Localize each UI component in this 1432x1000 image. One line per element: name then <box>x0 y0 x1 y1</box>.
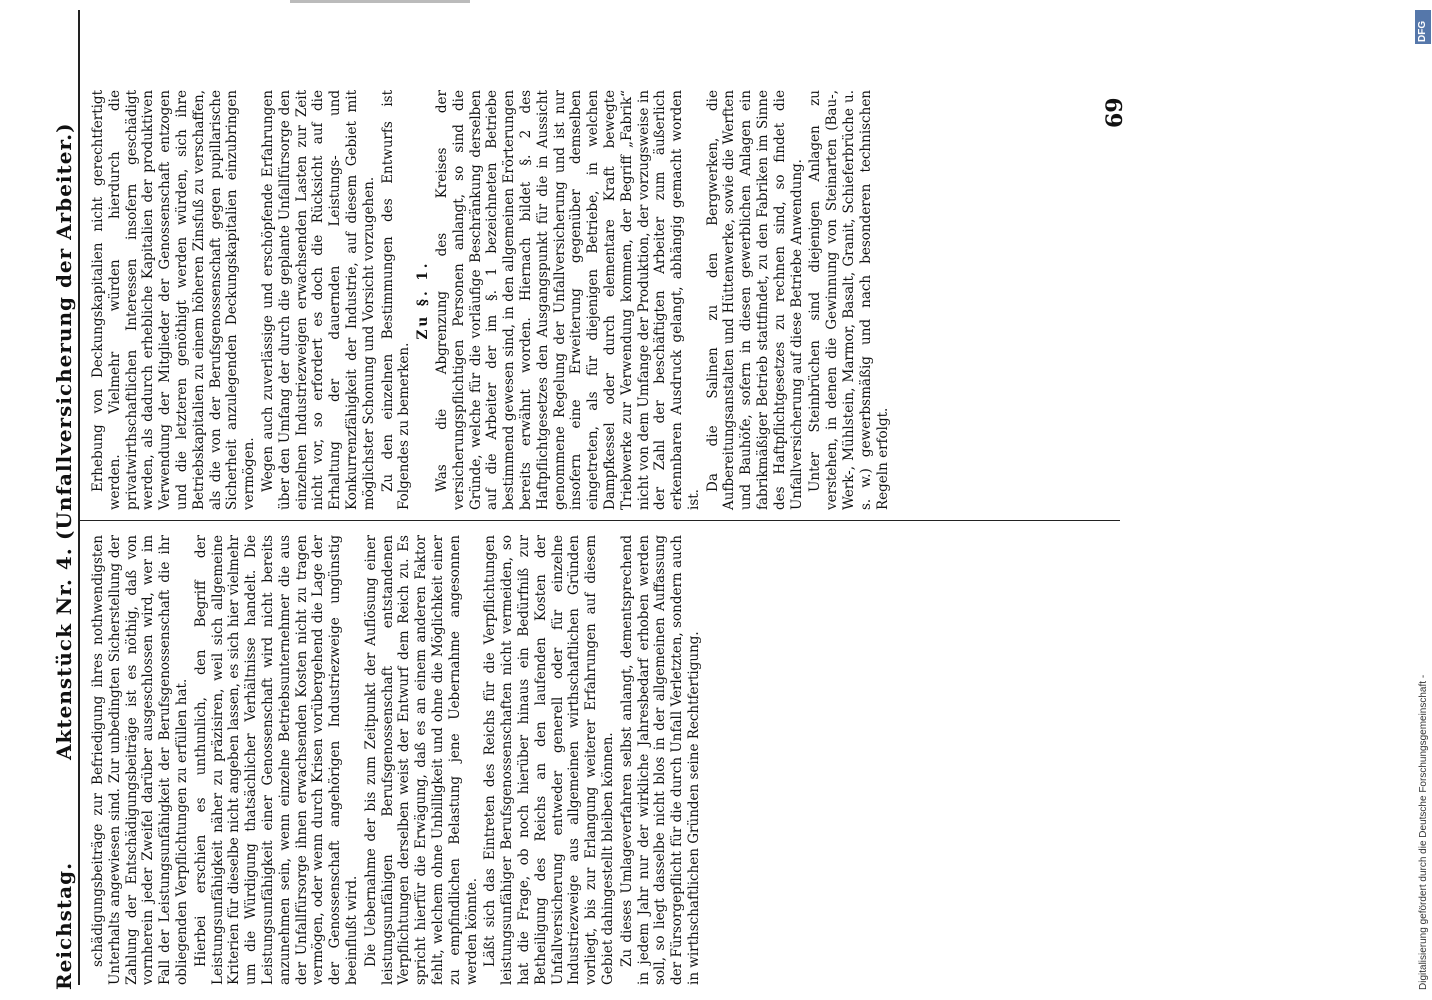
paragraph: Was die Abgrenzung des Kreises der versicherungspflichtigen Personen anlangt, so sind die Gründe, welche für die vorläufige Beschränkung derselben auf die Arbeiter der im §. 1 bezeichneten Betriebe bestimmend gewesen sind, in den allgemeinen Erörterungen bereits erwähnt worden. Hiernach bildet §. 2 des Haftpflichtgesetzes den Ausgangspunkt für die in Aussicht genommene Regelung der Unfallversicherung und ist nur insofern eine Erweiterung gegenüber demselben eingetreten, als für diejenigen Betriebe, in welchen Dampfkessel oder durch elementare Kraft bewegte Triebwerke zur Verwendung kommen, der Begriff „Fabrik“ nicht von dem Umfange der Produktion, der vorzugsweise in der Zahl der beschäftigten Arbeiter zum äußerlich erkennbaren Ausdruck gelangt, abhängig gemacht worden ist. <box>433 90 702 510</box>
scan-artifact <box>290 0 470 3</box>
paragraph: Da die Salinen zu den Bergwerken, die Aufbereitungsanstalten und Hüttenwerke, sowie die Werften und Bauhöfe, sofern in diesen gewerblichen Anlagen ein fabrikmäßiger Betrieb stattfindet, zu den Fabriken im Sinne des Haftpflichtgesetzes zu rechnen sind, so findet die Unfallversicherung auf diese Betriebe Anwendung. <box>704 90 805 510</box>
paragraph: Unter Steinbrüchen sind diejenigen Anlagen zu verstehen, in denen die Gewinnung von Steinarten (Bau-, Werk-, Mühlstein, Marmor, Basalt, Granit, Schieferbrüche u. s. w.) gewerbsmäßig und nach besonderen technischen Regeln erfolgt. <box>807 90 891 510</box>
paragraph: Wegen auch zuverlässige und erschöpfende Erfahrungen über den Umfang der durch die geplante Unfallfürsorge den einzelnen Industriezweigen erwachsenden Lasten zur Zeit nicht vor, so erfordert es doch die Rücksicht auf die Erhaltung der dauernden Leistungs- und Konkurrenzfähigkeit der Industrie, auf diesem Gebiet mit möglichster Schonung und Vorsicht vorzugehen. <box>259 90 377 510</box>
paragraph: Die Uebernahme der bis zum Zeitpunkt der Auflösung einer leistungsunfähigen Berufsgenossenschaft entstandenen Verpflichtungen derselben weist der Entwurf dem Reich zu. Es spricht hierfür die Erwägung, daß es an einem anderen Faktor fehlt, welchem ohne Unbilligkeit und ohne die Möglichkeit einer zu empfindlichen Belastung jene Uebernahme angesonnen werden könnte. <box>362 535 480 985</box>
left-column <box>90 535 705 985</box>
running-header-left: Reichstag. <box>52 861 76 990</box>
page-number: 69 <box>1102 97 1128 128</box>
digitization-credit: Digitalisierung gefördert durch die Deutsche Forschungsgemeinschaft - <box>1418 674 1429 990</box>
paragraph: Läßt sich das Eintreten des Reichs für die Verpflichtungen leistungsunfähiger Berufsgenossenschaften nicht vermeiden, so hat die Frage, ob noch hierüber hinaus ein Bedürfniß zur Betheiligung des Reichs an den laufenden Kosten der Unfallversicherung entweder generell oder für einzelne Industriezweige aus allgemeinen wirthschaftlichen Gründen vorliegt, bis zur Erlangung weiterer Erfahrungen auf diesem Gebiet dahingestellt bleiben können. <box>482 535 616 985</box>
paragraph: Zu den einzelnen Bestimmungen des Entwurfs ist Folgendes zu bemerken. <box>379 90 413 510</box>
section-heading: Zu §. 1. <box>415 260 432 340</box>
document-number: Aktenstück Nr. 4. <box>52 547 76 760</box>
dfg-logo: DFG <box>1415 10 1431 44</box>
paragraph: Zu dieses Umlageverfahren selbst anlangt, dementsprechend in jedem Jahr nur der wirkliche Jahresbedarf erhoben werden soll, so liegt dasselbe nicht blos in der allgemeinen Auffassung der Fürsorgepflicht für die durch Unfall Verletzten, sondern auch in wirthschaftlichen Gründen seine Rechtfertigung. <box>618 535 702 985</box>
header-rule <box>78 10 80 985</box>
paragraph: schädigungsbeiträge zur Befriedigung ihres nothwendigsten Unterhalts angewiesen sind. Zur unbedingten Sicherstellung der Zahlung der Entschädigungsbeiträge ist es nöthig, daß von vornherein jeder Zweifel darüber ausgeschlossen wird, wer im Fall der Leistungsunfähigkeit der Berufsgenossenschaft die ihr obliegenden Verpflichtungen zu erfüllen hat. <box>90 535 190 985</box>
column-divider <box>80 520 1120 521</box>
paragraph: Hierbei erschien es unthunlich, den Begriff der Leistungsunfähigkeit näher zu präzisiren, weil sich allgemeine Kriterien für dieselbe nicht angeben lassen, es sich hier vielmehr um die Würdigung thatsächlicher Verhältnisse handelt. Die Leistungsunfähigkeit einer Genossenschaft wird nicht bereits anzunehmen sein, wenn einzelne Betriebsunternehmer die aus der Unfallfürsorge ihnen erwachsenden Kosten nicht zu tragen vermögen, oder wenn durch Krisen vorübergehend die Lage der der Genossenschaft angehörigen Industriezweige ungünstig beeinflußt wird. <box>192 535 360 985</box>
paragraph: Erhebung von Deckungskapitalien nicht gerechtfertigt werden. Vielmehr würden hierdurch die privatwirthschaftlichen Interessen insofern geschädigt werden, als dadurch erhebliche Kapitalien der produktiven Verwendung der Mitglieder der Genossenschaft entzogen und die letzteren genöthigt werden würden, sich ihre Betriebskapitalien zu einem höheren Zinsfuß zu verschaffen, als die von der Berufsgenossenschaft gegen pupillarische Sicherheit anzulegenden Deckungskapitalien einzubringen vermögen. <box>90 90 258 510</box>
document-title: (Unfallversicherung der Arbeiter.) <box>52 122 76 540</box>
right-column <box>90 90 893 510</box>
